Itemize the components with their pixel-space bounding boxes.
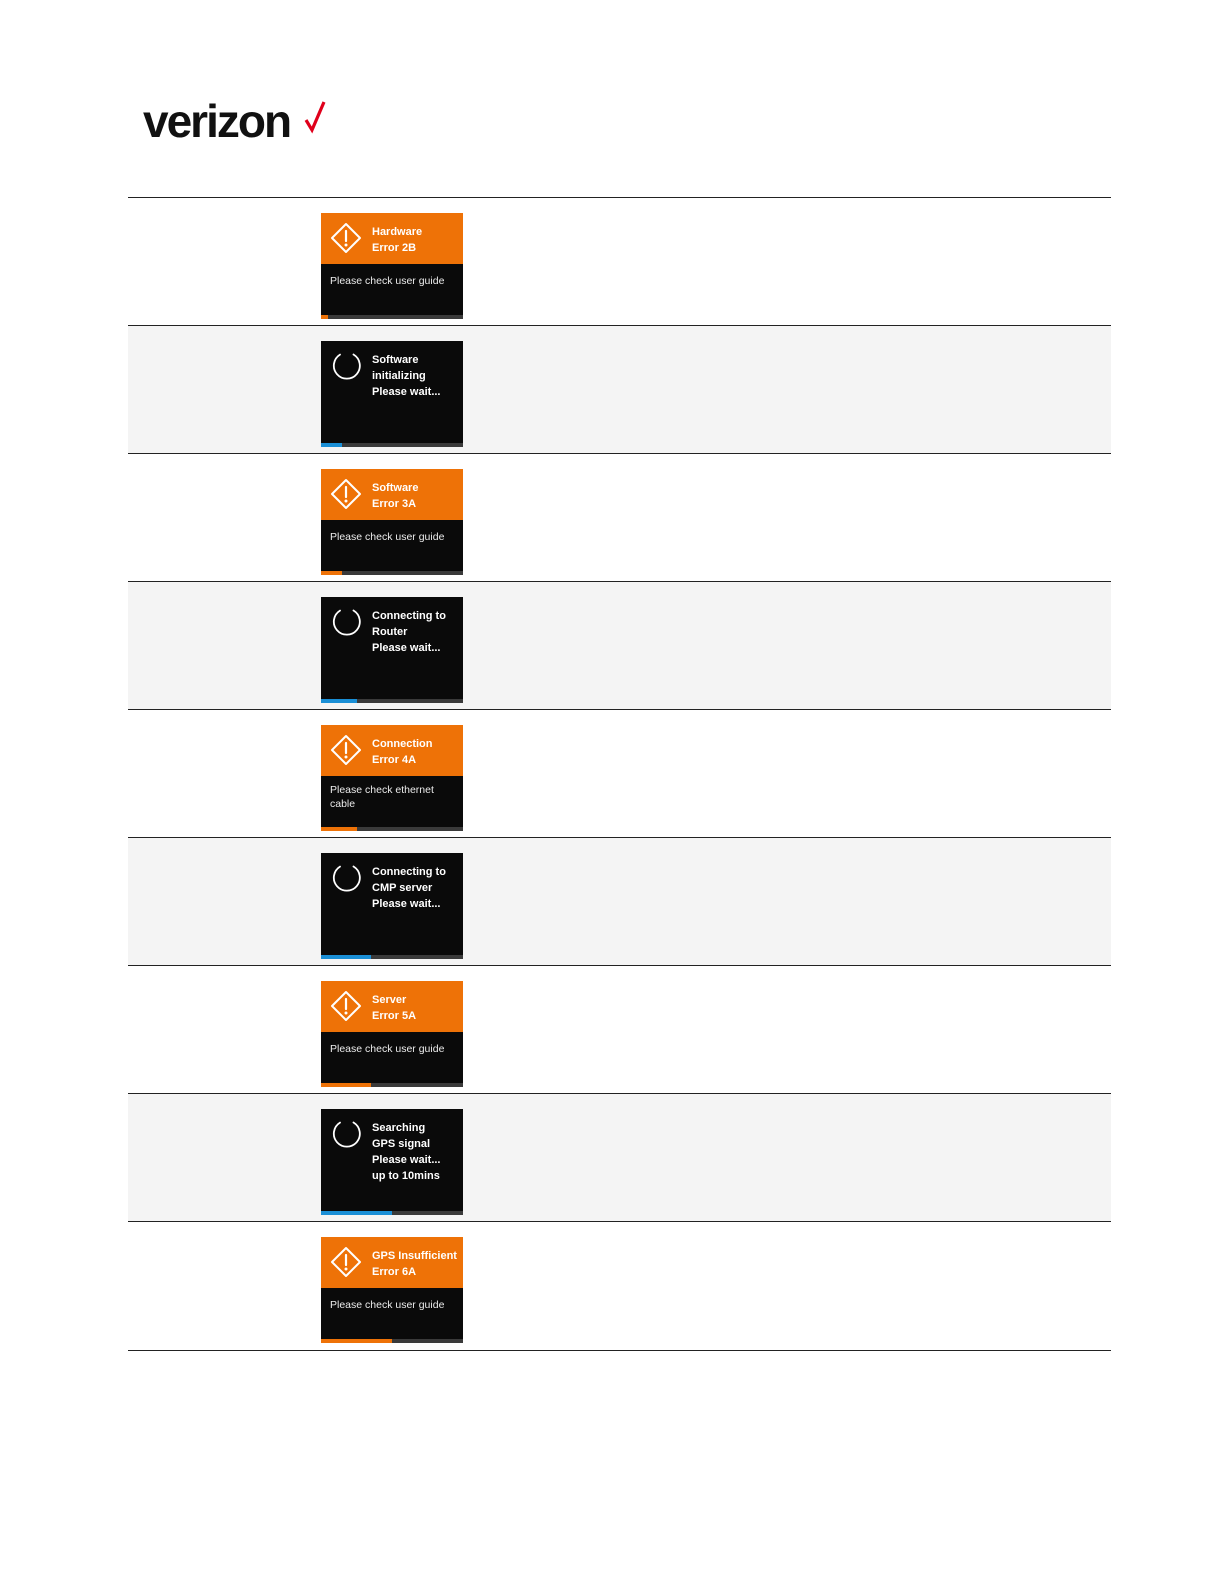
table-row xyxy=(128,198,1111,326)
progress-fill xyxy=(321,1083,371,1087)
loading-spinner-icon xyxy=(331,1119,361,1149)
table-row xyxy=(128,326,1111,454)
table-row xyxy=(128,582,1111,710)
progress-fill xyxy=(321,1339,392,1343)
error-screen xyxy=(321,469,463,575)
warning-icon xyxy=(330,734,362,766)
screen-message: Please check user guide xyxy=(330,275,445,287)
error-screen xyxy=(321,725,463,831)
loading-screen xyxy=(321,341,463,447)
progress-track xyxy=(321,443,463,447)
loading-spinner-icon xyxy=(331,607,361,637)
progress-fill xyxy=(321,571,342,575)
screen-title: Connection Error 4A xyxy=(372,738,433,766)
screen-title: Software initializing Please wait... xyxy=(372,354,441,398)
progress-track xyxy=(321,315,463,319)
warning-icon xyxy=(330,478,362,510)
error-screen xyxy=(321,1237,463,1343)
warning-icon xyxy=(330,1246,362,1278)
verizon-logo-text: verizon xyxy=(143,95,291,147)
progress-fill xyxy=(321,827,357,831)
loading-screen xyxy=(321,1109,463,1215)
warning-icon xyxy=(330,222,362,254)
progress-fill xyxy=(321,315,328,319)
progress-track xyxy=(321,571,463,575)
error-screen xyxy=(321,213,463,319)
checkmark-icon xyxy=(303,100,327,134)
table-row xyxy=(128,454,1111,582)
screen-message: Please check user guide xyxy=(330,531,445,543)
table-row xyxy=(128,1094,1111,1222)
table-row xyxy=(128,966,1111,1094)
progress-fill xyxy=(321,443,342,447)
screen-title: Searching GPS signal Please wait... up to 10mins xyxy=(372,1122,441,1182)
warning-icon xyxy=(330,990,362,1022)
table-row xyxy=(128,1222,1111,1351)
loading-screen xyxy=(321,853,463,959)
screen-message: Please check ethernet cable xyxy=(330,784,434,810)
table-row xyxy=(128,838,1111,966)
status-screen-table xyxy=(128,197,1111,1351)
loading-spinner-icon xyxy=(331,351,361,381)
progress-fill xyxy=(321,1211,392,1215)
screen-title: Connecting to Router Please wait... xyxy=(372,610,446,654)
screen-title: Software Error 3A xyxy=(372,482,419,510)
table-row xyxy=(128,710,1111,838)
screen-message: Please check user guide xyxy=(330,1043,445,1055)
screen-title: Server Error 5A xyxy=(372,994,417,1022)
screen-message: Please check user guide xyxy=(330,1299,445,1311)
progress-fill xyxy=(321,955,371,959)
screen-title: Connecting to CMP server Please wait... xyxy=(372,866,446,910)
screen-title: Hardware Error 2B xyxy=(372,226,423,254)
loading-screen xyxy=(321,597,463,703)
error-screen xyxy=(321,981,463,1087)
loading-spinner-icon xyxy=(331,863,361,893)
screen-title: GPS Insufficient Error 6A xyxy=(372,1250,457,1278)
progress-fill xyxy=(321,699,357,703)
